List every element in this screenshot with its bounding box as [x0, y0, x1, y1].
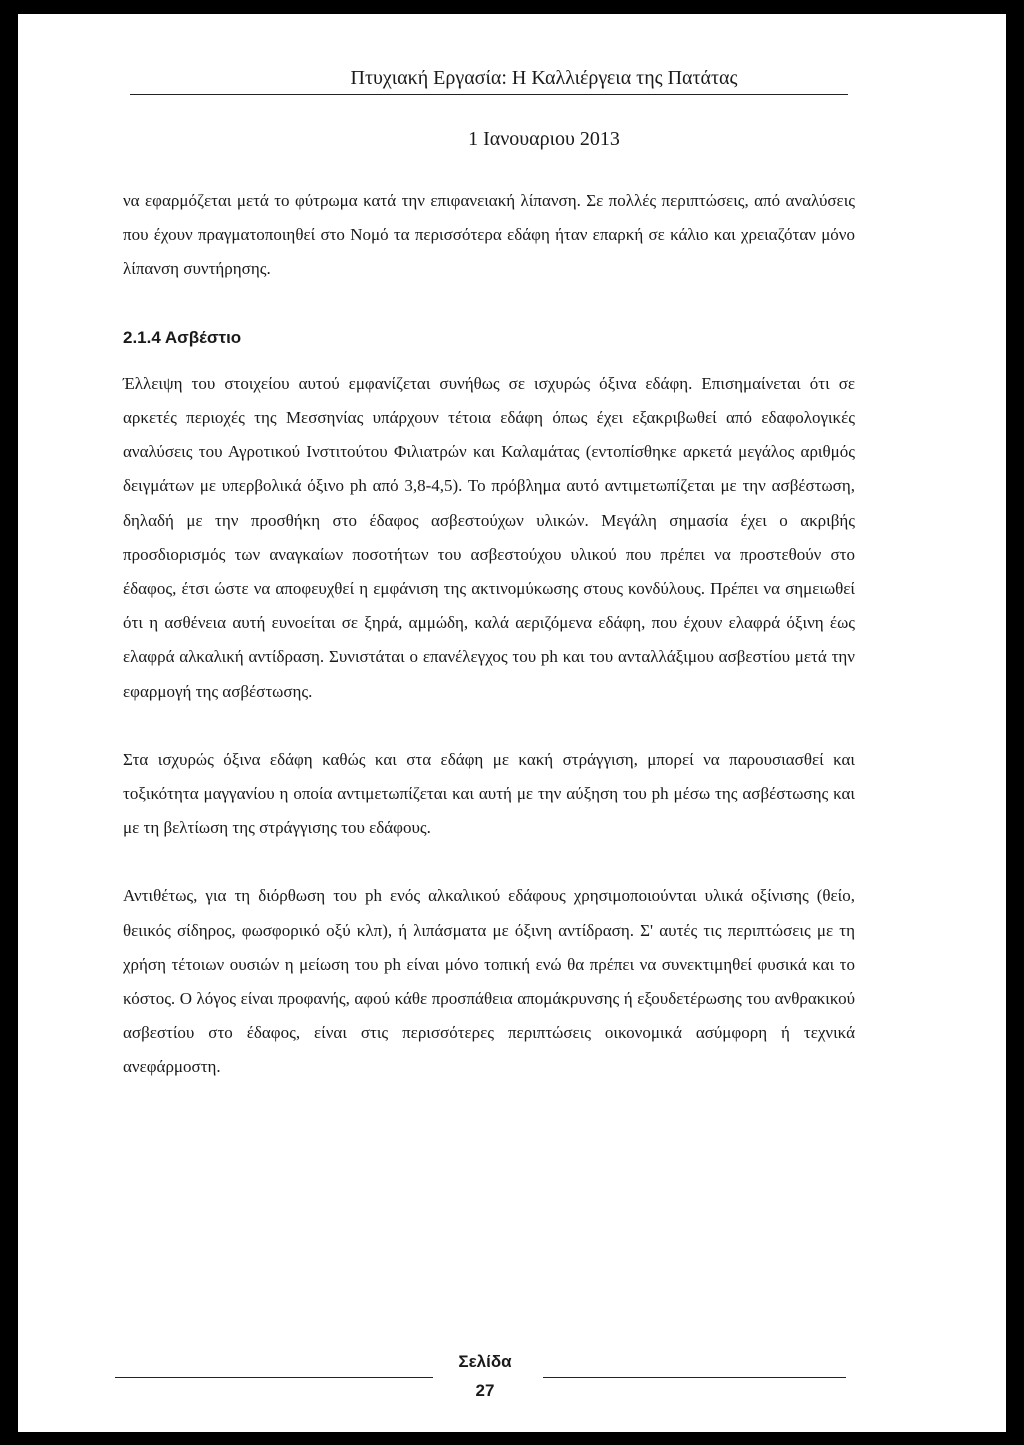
paragraph-alkaline-soil: Αντιθέτως, για τη διόρθωση του ph ενός αλκαλικού εδάφους χρησιμοποιούνται υλικά οξίνισης (θείο, θειικός σίδηρος, φωσφορικό οξύ κλπ), ή λιπάσματα με όξινη αντίδραση. Σ' αυτές τις περιπτώσεις με τη χρήση τέτοιων ουσιών η μείωση του ph είναι μόνο τοπική ενώ θα πρέπει να συνεκτιμηθεί φυσικά και το κόστος. Ο λόγος είναι προφανής, αφού κάθε προσπάθεια απομάκρυνσης ή εξουδετέρωσης του ανθρακικού ασβεστίου στο έδαφος, είναι στις περισσότερες περιπτώσεις οικονομικά ασύμφορη ή τεχνικά ανεφάρμοστη. — [123, 886, 855, 1077]
footer-rule-right — [543, 1377, 846, 1378]
page-footer — [18, 1350, 1006, 1410]
footer-rule-left — [115, 1377, 433, 1378]
header-date: 1 Ιανουαριου 2013 — [468, 128, 620, 150]
intro-paragraph: να εφαρμόζεται μετά το φύτρωμα κατά την επιφανειακή λίπανση. Σε πολλές περιπτώσεις, από αναλύσεις που έχουν πραγματοποιηθεί στο Νομό τα περισσότερα εδάφη ήταν επαρκή σε κάλιο και χρειαζόταν μόνο λίπανση συντήρησης. — [123, 191, 855, 279]
header-rule — [130, 94, 848, 95]
page-label: Σελίδα — [458, 1352, 512, 1371]
header-title: Πτυχιακή Εργασία: Η Καλλιέργεια της Πατάτας — [350, 67, 738, 89]
page-number: 27 — [475, 1381, 495, 1400]
document-body — [123, 184, 855, 1085]
section-heading: 2.1.4 Ασβέστιο — [123, 327, 242, 347]
paragraph-calcium-deficiency: Έλλειψη του στοιχείου αυτού εμφανίζεται συνήθως σε ισχυρώς όξινα εδάφη. Επισημαίνεται ότι σε αρκετές περιοχές της Μεσσηνίας υπάρχουν τέτοια εδάφη όπως έχει εξακριβωθεί από εδαφολογικές αναλύσεις του Αγροτικού Ινστιτούτου Φιλιατρών και Καλαμάτας (εντοπίσθηκε αρκετά μεγάλος αριθμός δειγμάτων με υπερβολικά όξινο ph από 3,8-4,5). Το πρόβλημα αυτό αντιμετωπίζεται με την ασβέστωση, δηλαδή με την προσθήκη στο έδαφος ασβεστούχων υλικών. Μεγάλη σημασία έχει ο ακριβής προσδιορισμός των αναγκαίων ποσοτήτων του ασβεστούχου υλικού που πρέπει να προστεθούν στο έδαφος, έτσι ώστε να αποφευχθεί η εμφάνιση της ακτινομύκωσης στους κονδύλους. Πρέπει να σημειωθεί ότι η ασθένεια αυτή ευνοείται σε ξηρά, αμμώδη, καλά αεριζόμενα εδάφη, που έχουν ελαφρά όξινη έως ελαφρά αλκαλική αντίδραση. Συνιστάται ο επανέλεγχος του ph και του ανταλλάξιμου ασβεστίου μετά την εφαρμογή της ασβέστωσης. — [123, 373, 855, 701]
paragraph-manganese-toxicity: Στα ισχυρώς όξινα εδάφη καθώς και στα εδάφη με κακή στράγγιση, μπορεί να παρουσιασθεί και τοξικότητα μαγγανίου η οποία αντιμετωπίζεται και αυτή με την αύξηση του ph μέσω της ασβέστωσης και με τη βελτίωση της στράγγισης του εδάφους. — [123, 749, 855, 838]
document-sheet — [18, 14, 1006, 1432]
